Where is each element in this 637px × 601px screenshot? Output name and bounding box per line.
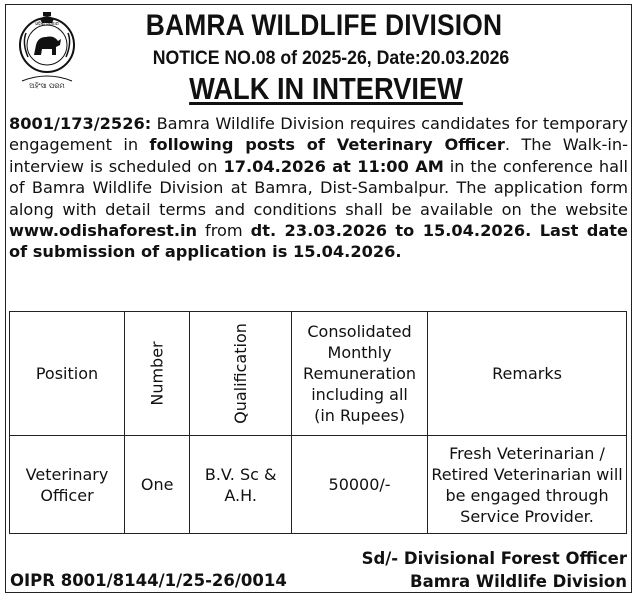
signatory-division: Bamra Wildlife Division: [410, 572, 627, 591]
notice-number-date: NOTICE NO.08 of 2025-26, Date:20.03.2026: [152, 48, 510, 69]
website-text: www.odishaforest.in: [9, 221, 198, 241]
table-row: [10, 436, 627, 534]
cell-qualification: B.V. Sc & A.H.: [190, 436, 292, 534]
emblem-caption: ଓଡ଼ିଶା ସରକାର: [35, 21, 59, 26]
reference-number: 8001/173/2526:: [9, 114, 152, 133]
signatory-title: Sd/- Divisional Forest Officer: [361, 549, 627, 568]
division-title: BAMRA WILDLIFE DIVISION: [145, 9, 503, 42]
header-number: Number: [125, 312, 190, 436]
notice-page: [5, 4, 632, 593]
interview-datetime: 17.04.2026 at 11:00 AM: [223, 156, 444, 176]
header-remuneration: Consolidated Monthly Remuneration including all (in Rupees): [292, 312, 428, 436]
cell-number: One: [125, 436, 190, 534]
posts-table: [9, 311, 627, 534]
odisha-emblem-icon: [16, 11, 78, 91]
header-position: Position: [10, 312, 125, 436]
notice-body: 8001/173/2526: Bamra Wildlife Division requires candidates for temporary engagement in following posts of Veterinary Officer. The Walk-in-interview is scheduled on 17.04.2026 at 11:00 AM in the conference hall of Bamra Wildlife Division at Bamra, Dist-Sambalpur. The application form along with detail terms and conditions shall be available on the website www.odishaforest.in from dt. 23.03.2026 to 15.04.2026. Last date of submission of application is 15.04.2026.: [9, 114, 629, 262]
signature-block: [362, 547, 627, 593]
application-dates: dt. 23.03.2026 to 15.04.2026. Last date of submission of application is 15.04.2026.: [9, 221, 629, 262]
interview-title: WALK IN INTERVIEW: [189, 71, 463, 106]
header-remarks: Remarks: [428, 312, 627, 436]
cell-remuneration: 50000/-: [292, 436, 428, 534]
oipr-number: OIPR 8001/8144/1/25-26/0014: [10, 571, 287, 590]
header-qualification: Qualification: [190, 312, 292, 436]
cell-position: Veterinary Officer: [10, 436, 125, 534]
cell-remarks: Fresh Veterinarian / Retired Veterinarian will be engaged through Service Provider.: [428, 436, 627, 534]
table-header-row: [10, 312, 627, 436]
emblem-motto: ଅହିଂସା ପରମ: [29, 82, 65, 90]
